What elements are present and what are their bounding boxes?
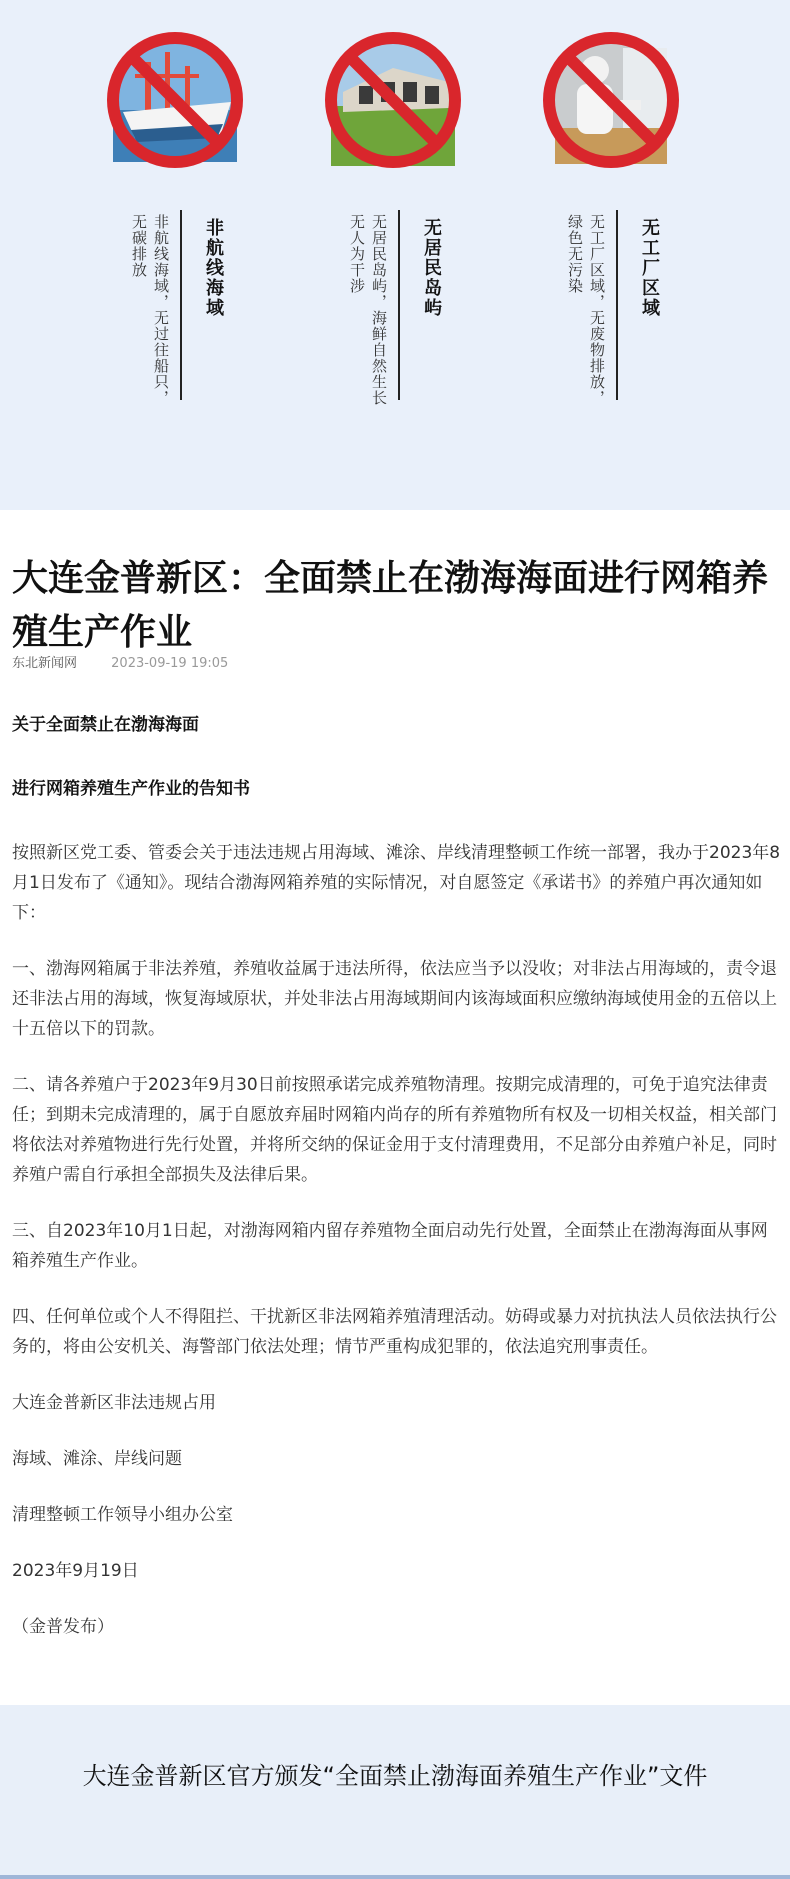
notice-item-3: 三、自2023年10月1日起，对渤海网箱内留存养殖物全面启动先行处置，全面禁止在渤海海面从事网箱养殖生产作业。 [12, 1221, 768, 1271]
divider-line [398, 210, 400, 400]
factory-ban-icon [541, 30, 681, 170]
item-description: 无居民岛屿，海鲜自然生长无人为干涉 [348, 214, 388, 406]
caption-text: 大连金普新区官方颁发“全面禁止渤海面养殖生产作业”文件 [82, 1762, 708, 1790]
divider-line [180, 210, 182, 400]
article-body [12, 710, 782, 1642]
signature-date: 2023年9月19日 [12, 1561, 139, 1581]
item-description: 无工厂区域，无废物排放，绿色无污染 [566, 214, 606, 406]
article-headline: 大连金普新区：全面禁止在渤海海面进行网箱养殖生产作业 [12, 558, 769, 654]
item-title: 无工厂区域 [639, 218, 660, 318]
signature-line: 海域、滩涂、岸线问题 [12, 1449, 182, 1469]
ship-ban-icon [105, 30, 245, 170]
notice-intro: 按照新区党工委、管委会关于违法违规占用海域、滩涂、岸线清理整顿工作统一部署，我办于2023年8月1日发布了《通知》。现结合渤海网箱养殖的实际情况，对自愿签定《承诺书》的养殖户再次通知如下： [12, 843, 781, 923]
infographic-item-island [298, 0, 498, 510]
notice-item-1: 一、渤海网箱属于非法养殖，养殖收益属于违法所得，依法应当予以没收；对非法占用海域的，责令退还非法占用的海域，恢复海域原状，并处非法占用海域期间内该海域面积应缴纳海域使用金的五倍以上十五倍以下的罚款。 [12, 959, 777, 1039]
signature-line: 清理整顿工作领导小组办公室 [12, 1505, 233, 1525]
item-title: 非航线海域 [203, 218, 224, 318]
notice-subtitle: 进行网箱养殖生产作业的告知书 [12, 779, 250, 799]
notice-item-4: 四、任何单位或个人不得阻拦、干扰新区非法网箱养殖清理活动。妨碍或暴力对抗执法人员依法执行公务的，将由公安机关、海警部门依法处理；情节严重构成犯罪的，依法追究刑事责任。 [12, 1307, 777, 1357]
infographic-item-shipping [80, 0, 280, 510]
divider-line [616, 210, 618, 400]
publish-note: （金普发布） [12, 1617, 114, 1637]
article-meta [12, 652, 228, 671]
article-date: 2023-09-19 19:05 [111, 656, 229, 671]
caption-panel [0, 1705, 790, 1879]
house-ban-icon [323, 30, 463, 170]
news-article [0, 510, 790, 1705]
notice-subtitle: 关于全面禁止在渤海海面 [12, 715, 199, 735]
bottom-divider [0, 1875, 790, 1879]
item-title: 无居民岛屿 [421, 218, 442, 318]
article-source[interactable]: 东北新闻网 [12, 656, 78, 671]
notice-item-2: 二、请各养殖户于2023年9月30日前按照承诺完成养殖物清理。按期完成清理的，可免于追究法律责任；到期未完成清理的，属于自愿放弃届时网箱内尚存的所有养殖物所有权及一切相关权益，相关部门将依法对养殖物进行先行处置，并将所交纳的保证金用于支付清理费用，不足部分由养殖户补足，同时养殖户需自行承担全部损失及法律后果。 [12, 1075, 777, 1185]
infographic-item-factory [516, 0, 716, 510]
infographic [0, 0, 790, 510]
signature-line: 大连金普新区非法违规占用 [12, 1393, 216, 1413]
item-description: 非航线海域，无过往船只，无碳排放 [130, 214, 170, 406]
